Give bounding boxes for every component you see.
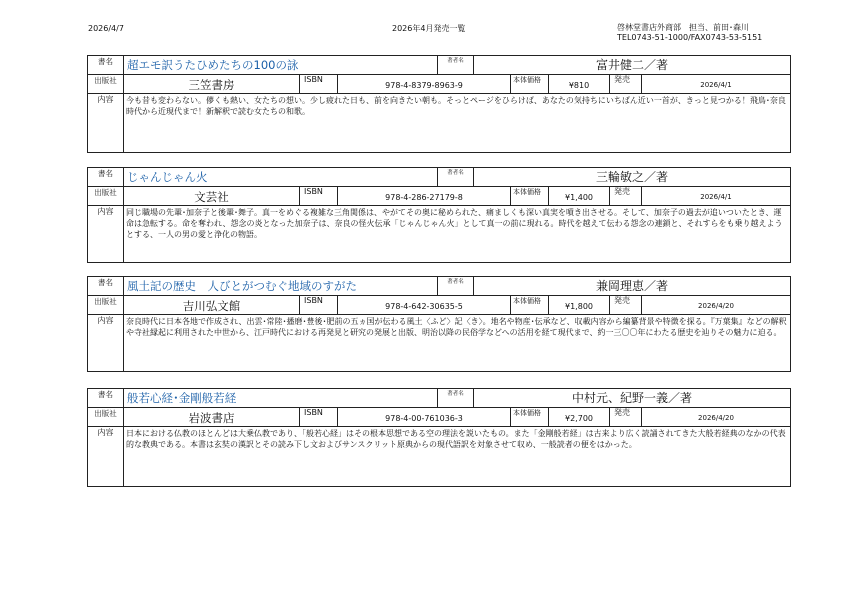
book-card [87, 388, 791, 487]
isbn-label: ISBN [300, 75, 338, 93]
book-title: 般若心経･金剛般若経 [124, 389, 438, 407]
publisher-label: 出版社 [88, 75, 124, 93]
publisher-label: 出版社 [88, 296, 124, 314]
book-card [87, 276, 791, 372]
book-price: ¥1,400 [549, 187, 610, 205]
book-title: 風土記の歴史 人びとがつむぐ地域のすがた [124, 277, 438, 295]
document-date: 2026/4/7 [88, 24, 124, 33]
content-label: 内容 [88, 94, 124, 152]
book-publisher: 吉川弘文館 [124, 296, 300, 314]
book-publisher: 三笠書房 [124, 75, 300, 93]
content-label: 内容 [88, 315, 124, 371]
contact-line-staff: 啓林堂書店外商部 担当、前田･森川 [617, 23, 749, 32]
book-isbn: 978-4-286-27179-8 [338, 187, 511, 205]
title-label: 書名 [88, 277, 124, 295]
price-label: 本体価格 [511, 75, 549, 93]
document-title: 2026年4月発売一覧 [392, 24, 466, 33]
book-description: 今も昔も変わらない。儚くも熱い、女たちの想い。少し疲れた日も、前を向きたい朝も。そっとページをひらけば、あなたの気持ちにいちばん近い一首が、きっと見つかる！飛鳥･奈良時代から近現代まで！新解釈で読む女たちの和歌。 [126, 96, 786, 116]
book-title: じゃんじゃん火 [124, 168, 438, 186]
content-label: 内容 [88, 427, 124, 486]
title-label: 書名 [88, 56, 124, 74]
price-label: 本体価格 [511, 187, 549, 205]
book-title: 超エモ訳うたひめたちの100の詠 [124, 56, 438, 74]
book-isbn: 978-4-00-761036-3 [338, 408, 511, 426]
book-isbn: 978-4-8379-8963-9 [338, 75, 511, 93]
book-release-date: 2026/4/20 [698, 414, 734, 422]
author-label: 著者名 [438, 56, 474, 74]
author-label: 著者名 [438, 277, 474, 295]
book-publisher: 文芸社 [124, 187, 300, 205]
release-label: 発売 [610, 296, 642, 314]
content-label: 内容 [88, 206, 124, 262]
contact-line-phone: TEL0743-51-1000/FAX0743-53-5151 [617, 33, 763, 42]
release-label: 発売 [610, 75, 642, 93]
book-description: 同じ職場の先輩･加奈子と後輩･舞子。真一をめぐる複雑な三角関係は、やがてその奥に秘められた、痛ましくも深い真実を噴き出させる。そして、加奈子の過去が追いついたとき、運命は急転する。命を奪われ、怨念の炎となった加奈子は、奈良の怪火伝承「じゃんじゃん火」として真一の前に現れる。時代を越えて伝わる怨念の連鎖と、それすらをも乗り越えようとする、一人の男の愛と浄化の物語。 [126, 208, 783, 239]
author-label: 著者名 [438, 168, 474, 186]
book-card [87, 167, 791, 263]
book-release-date: 2026/4/1 [700, 81, 732, 89]
title-label: 書名 [88, 168, 124, 186]
publisher-label: 出版社 [88, 408, 124, 426]
book-price: ¥2,700 [549, 408, 610, 426]
price-label: 本体価格 [511, 408, 549, 426]
book-author: 中村元、紀野一義／著 [571, 391, 692, 405]
book-author: 富井健二／著 [595, 58, 668, 72]
book-author: 三輪敏之／著 [595, 170, 668, 184]
isbn-label: ISBN [300, 187, 338, 205]
price-label: 本体価格 [511, 296, 549, 314]
contact-info [617, 23, 762, 43]
book-release-date: 2026/4/20 [698, 302, 734, 310]
book-publisher: 岩波書店 [124, 408, 300, 426]
author-label: 著者名 [438, 389, 474, 407]
isbn-label: ISBN [300, 408, 338, 426]
book-card [87, 55, 791, 153]
book-description: 日本における仏教のほとんどは大乗仏教であり、「般若心経」はその根本思想である空の理法を説いたもの。また「金剛般若経」は古来より広く読誦されてきた大般若経典のなかの代表的な教典である。本書は玄奘の漢訳とその読み下し文およびサンスクリット原典からの現代語訳を対象させて収め、一般読者の便をはかった。 [126, 429, 786, 449]
book-isbn: 978-4-642-30635-5 [338, 296, 511, 314]
book-price: ¥1,800 [549, 296, 610, 314]
book-release-date: 2026/4/1 [700, 193, 732, 201]
release-label: 発売 [610, 408, 642, 426]
book-author: 兼岡理恵／著 [595, 279, 668, 293]
book-price: ¥810 [549, 75, 610, 93]
title-label: 書名 [88, 389, 124, 407]
isbn-label: ISBN [300, 296, 338, 314]
book-description: 奈良時代に日本各地で作成され、出雲･常陸･播磨･豊後･肥前の五ヵ国が伝わる風土〈ふど〉記〈き〉。地名や物産･伝承など、収載内容から編纂背景や特徴を探る。『万葉集』などの解釈や寺社縁起に利用された中世から、江戸時代における再発見と研究の発展と出版、明治以降の民俗学などへの活用を経て現代まで、約一三〇〇年にわたる歴史を辿りその魅力に迫る。 [126, 317, 787, 337]
publisher-label: 出版社 [88, 187, 124, 205]
release-label: 発売 [610, 187, 642, 205]
